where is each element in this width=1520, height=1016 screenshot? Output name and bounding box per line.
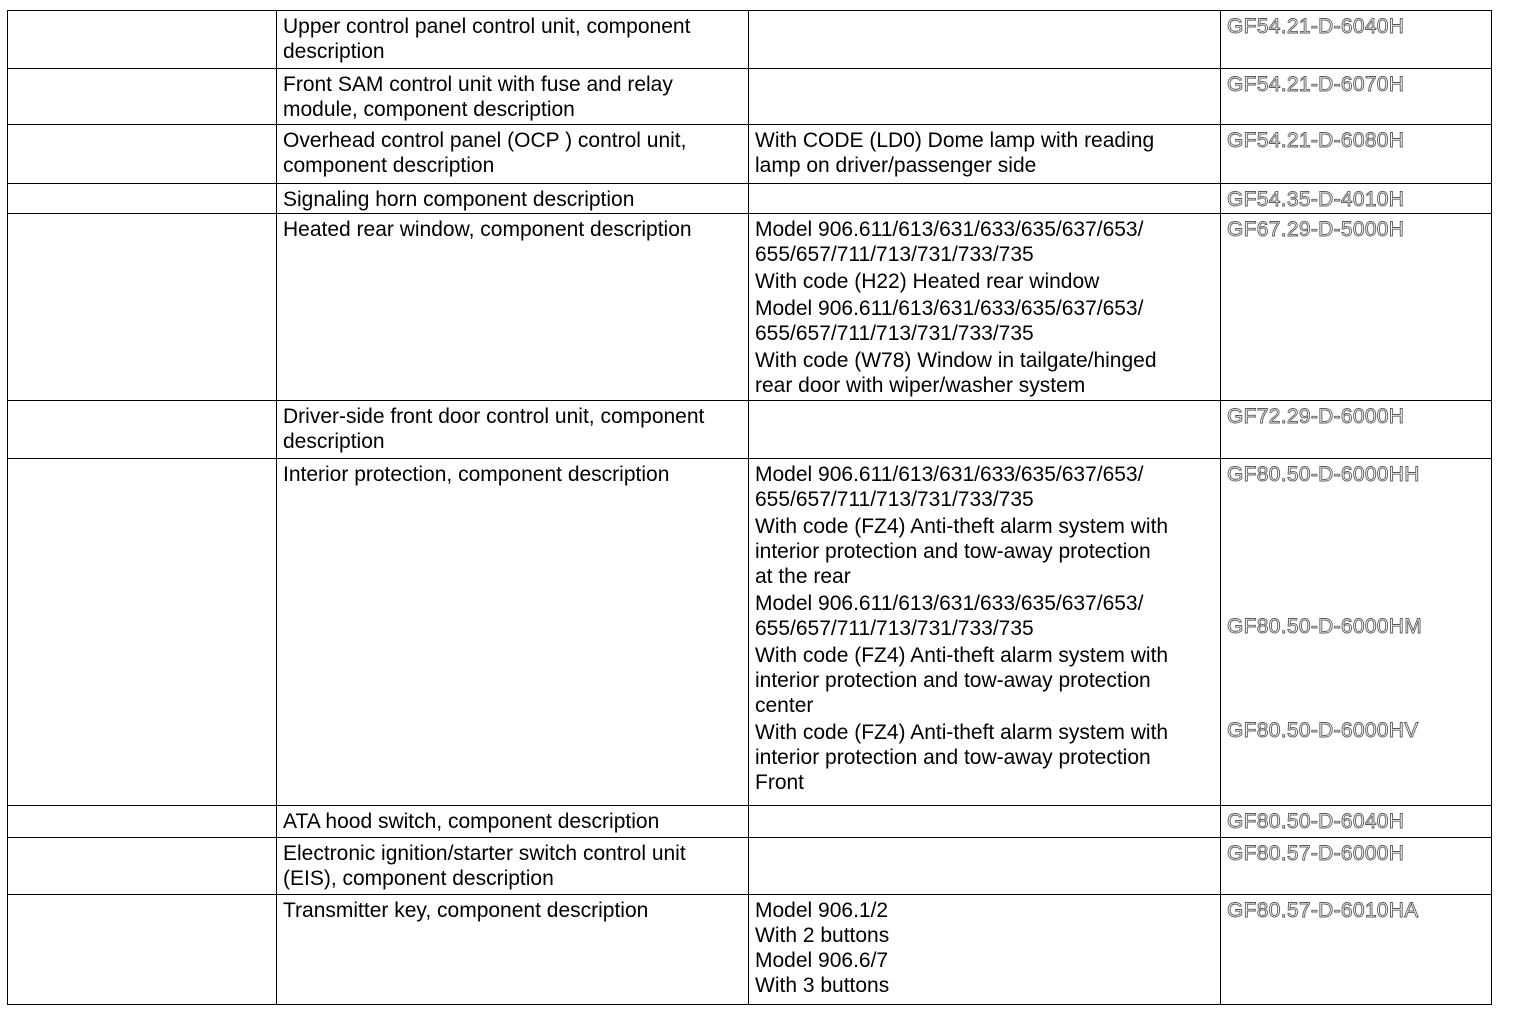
condition-block (755, 462, 1214, 512)
condition-cell (749, 401, 1221, 459)
table-row (8, 838, 1492, 895)
condition-line: interior protection and tow-away protection (755, 669, 1151, 692)
condition-block (755, 128, 1214, 178)
table-row (8, 806, 1492, 838)
component-description: Driver-side front door control unit, component description (277, 401, 749, 459)
component-reference-table (7, 10, 1492, 1005)
reference-cell (1221, 184, 1492, 214)
reference-cell (1221, 69, 1492, 125)
condition-block (755, 643, 1214, 718)
component-description: Overhead control panel (OCP ) control unit, component description (277, 125, 749, 184)
condition-line: 655/657/711/713/731/733/735 (755, 617, 1034, 640)
component-description: Electronic ignition/starter switch control unit (EIS), component description (277, 838, 749, 895)
condition-line: Model 906.1/2 (755, 899, 889, 922)
condition-line: center (755, 694, 814, 717)
condition-line: With code (FZ4) Anti-theft alarm system with (755, 721, 1169, 744)
condition-line: With code (FZ4) Anti-theft alarm system with (755, 515, 1169, 538)
reference-cell (1221, 214, 1492, 401)
reference-cell (1221, 11, 1492, 69)
component-description: Heated rear window, component description (277, 214, 749, 401)
condition-line: Model 906.611/613/631/633/635/637/653/ (755, 297, 1144, 320)
document-reference[interactable]: GF72.29-D-6000H (1227, 405, 1405, 428)
reference-cell (1221, 838, 1492, 895)
condition-cell (749, 459, 1221, 806)
condition-block (755, 514, 1214, 589)
condition-line: at the rear (755, 565, 851, 588)
condition-line: Model 906.6/7 (755, 949, 889, 972)
condition-cell (749, 895, 1221, 1005)
condition-line: With code (H22) Heated rear window (755, 270, 1100, 293)
condition-line: With code (FZ4) Anti-theft alarm system with (755, 644, 1169, 667)
condition-cell (749, 125, 1221, 184)
condition-line: interior protection and tow-away protection (755, 540, 1151, 563)
document-reference[interactable]: GF80.50-D-6000HH (1227, 463, 1420, 486)
blank-cell (8, 125, 277, 184)
table-row (8, 895, 1492, 1005)
document-reference[interactable]: GF54.21-D-6070H (1227, 73, 1405, 96)
table-row (8, 69, 1492, 125)
blank-cell (8, 838, 277, 895)
component-description: Signaling horn component description (277, 184, 749, 214)
condition-cell (749, 806, 1221, 838)
component-description: Upper control panel control unit, component description (277, 11, 749, 69)
condition-line: With 3 buttons (755, 974, 890, 997)
condition-line: With 2 buttons (755, 924, 890, 947)
condition-block (755, 217, 1214, 267)
table-row (8, 125, 1492, 184)
document-reference[interactable]: GF67.29-D-5000H (1227, 218, 1405, 241)
document-reference[interactable]: GF54.21-D-6040H (1227, 15, 1405, 38)
condition-cell (749, 184, 1221, 214)
document-reference[interactable]: GF80.50-D-6040H (1227, 810, 1405, 833)
component-description: Front SAM control unit with fuse and relay module, component description (277, 69, 749, 125)
spacer (1227, 487, 1485, 562)
condition-block (755, 591, 1214, 641)
blank-cell (8, 184, 277, 214)
component-description: Transmitter key, component description (277, 895, 749, 1005)
document-reference[interactable]: GF80.57-D-6000H (1227, 842, 1405, 865)
table-row (8, 184, 1492, 214)
condition-cell (749, 214, 1221, 401)
condition-line: Model 906.611/613/631/633/635/637/653/ (755, 218, 1144, 241)
document-reference[interactable]: GF54.35-D-4010H (1227, 188, 1405, 211)
blank-cell (8, 401, 277, 459)
table-row (8, 214, 1492, 401)
condition-block (755, 296, 1214, 346)
document-reference[interactable]: GF54.21-D-6080H (1227, 129, 1405, 152)
condition-line: With code (W78) Window in tailgate/hinged (755, 349, 1157, 372)
spacer (1227, 639, 1485, 714)
document-reference[interactable]: GF80.50-D-6000HM (1227, 615, 1423, 638)
condition-line: 655/657/711/713/731/733/735 (755, 322, 1034, 345)
condition-line: Model 906.611/613/631/633/635/637/653/ (755, 592, 1144, 615)
condition-block (755, 720, 1214, 795)
condition-line: interior protection and tow-away protection (755, 746, 1151, 769)
condition-line: 655/657/711/713/731/733/735 (755, 488, 1034, 511)
condition-line: rear door with wiper/washer system (755, 374, 1086, 397)
component-description: ATA hood switch, component description (277, 806, 749, 838)
blank-cell (8, 459, 277, 806)
reference-cell (1221, 895, 1492, 1005)
blank-cell (8, 69, 277, 125)
condition-cell (749, 838, 1221, 895)
condition-line: With CODE (LD0) Dome lamp with reading (755, 129, 1155, 152)
document-reference[interactable]: GF80.57-D-6010HA (1227, 899, 1419, 922)
table-row (8, 11, 1492, 69)
condition-line: Front (755, 771, 805, 794)
condition-cell (749, 11, 1221, 69)
spacer (1227, 562, 1485, 614)
condition-line: 655/657/711/713/731/733/735 (755, 243, 1034, 266)
reference-cell (1221, 459, 1492, 806)
reference-cell (1221, 125, 1492, 184)
blank-cell (8, 11, 277, 69)
condition-block (755, 269, 1214, 294)
reference-cell (1221, 401, 1492, 459)
blank-cell (8, 806, 277, 838)
table-row (8, 401, 1492, 459)
blank-cell (8, 895, 277, 1005)
document-reference[interactable]: GF80.50-D-6000HV (1227, 719, 1419, 742)
table-row (8, 459, 1492, 806)
component-description: Interior protection, component description (277, 459, 749, 806)
condition-block (755, 348, 1214, 398)
condition-line: Model 906.611/613/631/633/635/637/653/ (755, 463, 1144, 486)
reference-cell (1221, 806, 1492, 838)
condition-line: lamp on driver/passenger side (755, 154, 1037, 177)
condition-cell (749, 69, 1221, 125)
blank-cell (8, 214, 277, 401)
